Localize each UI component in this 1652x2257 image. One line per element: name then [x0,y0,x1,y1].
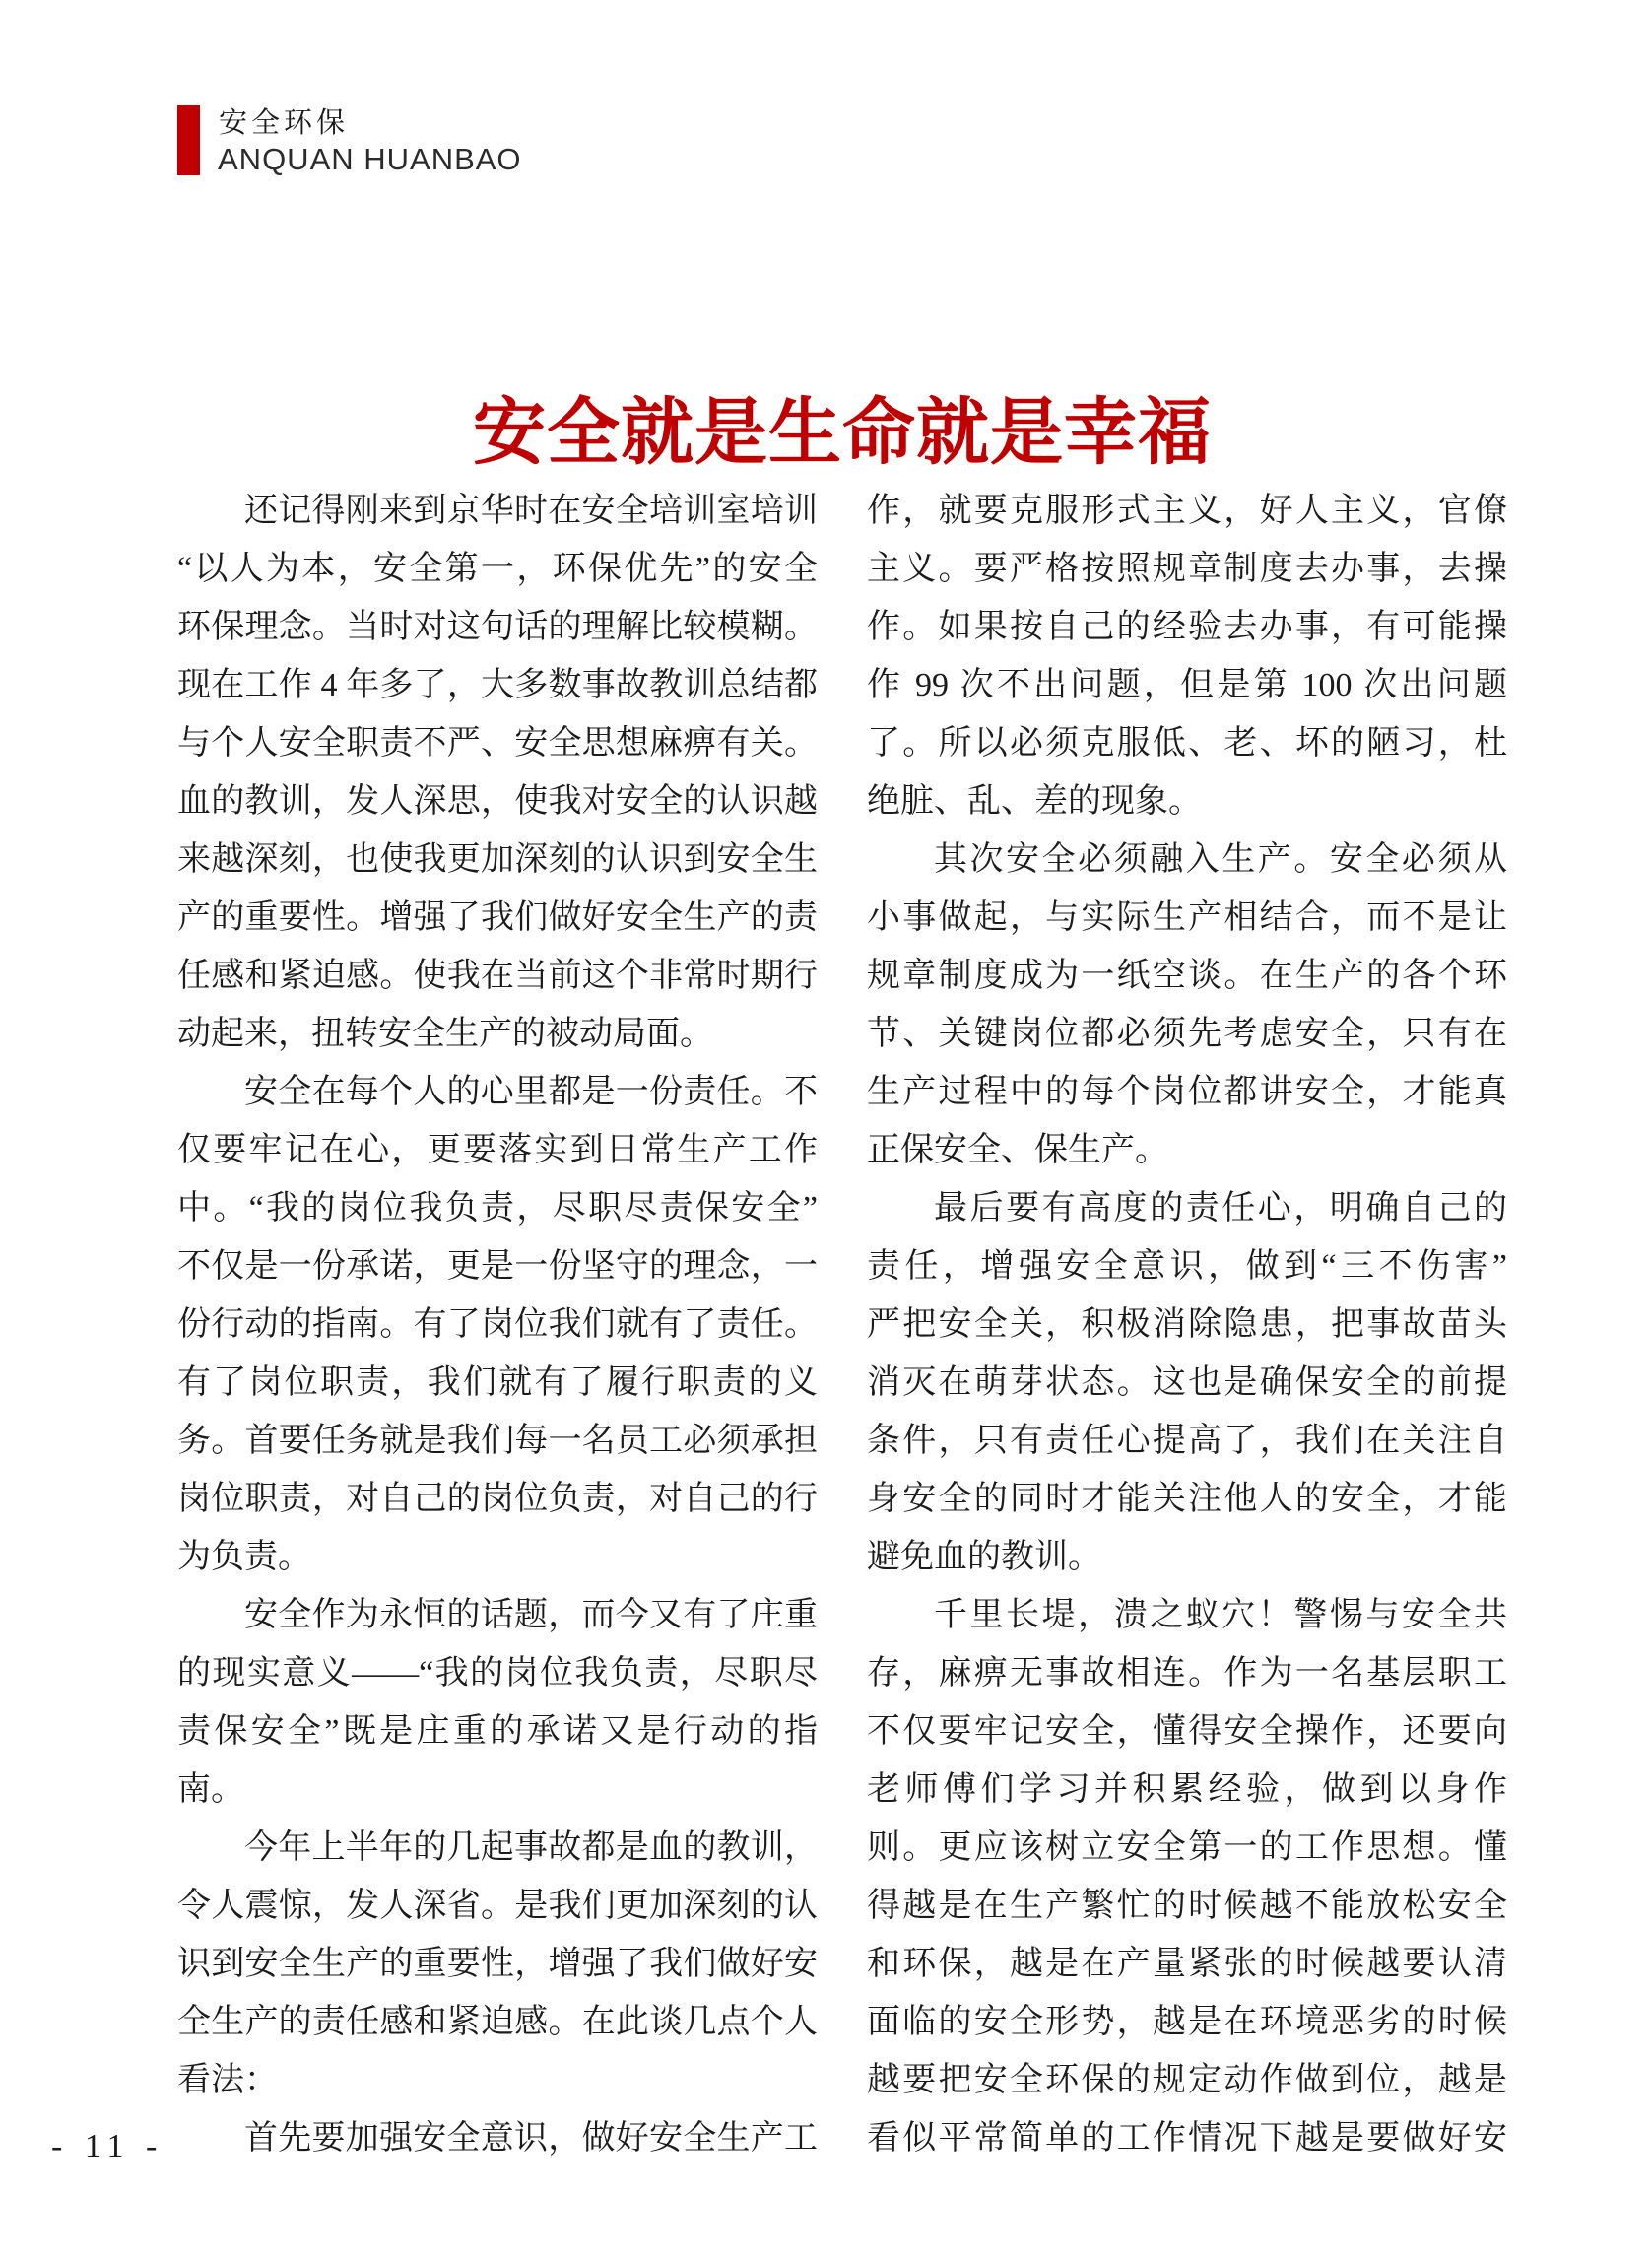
text-line: 严把安全关，积极消除隐患，把事故苗头 [867,1306,1507,1343]
text-line: 看似平常简单的工作情况下越是要做好安 [867,2120,1507,2157]
left-column [177,482,818,2167]
text-line: 了。所以必须克服低、老、坏的陋习，杜 [867,725,1507,762]
article-body [177,482,1507,2167]
text-line: 看法： [177,2062,278,2098]
text-line: 作。如果按自己的经验去办事，有可能操 [867,609,1507,645]
section-title-cn: 安全环保 [219,107,350,139]
text-line: 身安全的同时才能关注他人的安全，才能 [867,1481,1507,1517]
text-line: 有了岗位职责，我们就有了履行职责的义 [177,1364,818,1401]
text-line: 得越是在生产繁忙的时候越不能放松安全 [867,1888,1507,1924]
text-line: 全生产的责任感和紧迫感。在此谈几点个人 [177,2004,818,2040]
text-line: 令人震惊，发人深省。是我们更加深刻的认 [177,1888,818,1924]
text-line: 消灭在萌芽状态。这也是确保安全的前提 [867,1364,1507,1401]
text-line: 仅要牢记在心，更要落实到日常生产工作 [177,1132,818,1168]
text-line: 首先要加强安全意识，做好安全生产工 [244,2120,818,2157]
right-column [867,482,1507,2167]
text-line: 份行动的指南。有了岗位我们就有了责任。 [177,1306,818,1343]
text-line: 务。首要任务就是我们每一名员工必须承担 [177,1423,818,1459]
text-line: 小事做起，与实际生产相结合，而不是让 [867,899,1507,936]
text-line: 中。“我的岗位我负责，尽职尽责保安全” [177,1190,818,1227]
text-line: 责任，增强安全意识，做到“三不伤害” [867,1248,1507,1285]
text-line: “以人为本，安全第一，环保优先”的安全 [177,551,818,587]
text-line: 则。更应该树立安全第一的工作思想。懂 [867,1829,1507,1866]
text-line: 与个人安全职责不严、安全思想麻痹有关。 [177,725,818,762]
text-line: 安全在每个人的心里都是一份责任。不 [244,1074,818,1110]
text-line: 安全作为永恒的话题，而今又有了庄重 [244,1597,818,1633]
text-line: 节、关键岗位都必须先考虑安全，只有在 [867,1016,1507,1052]
text-line: 环保理念。当时对这句话的理解比较模糊。 [177,609,818,645]
text-line: 来越深刻，也使我更加深刻的认识到安全生 [177,841,818,878]
text-line: 现在工作 4 年多了，大多数事故教训总结都 [177,667,818,703]
text-line: 任感和紧迫感。使我在当前这个非常时期行 [177,958,818,994]
text-line: 今年上半年的几起事故都是血的教训， [244,1829,818,1866]
text-line: 其次安全必须融入生产。安全必须从 [934,841,1507,878]
text-line: 避免血的教训。 [867,1539,1101,1575]
text-line: 的现实意义——“我的岗位我负责，尽职尽 [177,1655,818,1692]
section-title-en: ANQUAN HUANBAO [218,142,522,176]
text-line: 最后要有高度的责任心，明确自己的 [934,1190,1507,1227]
text-line: 千里长堤，溃之蚁穴！警惕与安全共 [934,1597,1507,1633]
text-line: 越要把安全环保的规定动作做到位，越是 [867,2062,1507,2098]
text-line: 产的重要性。增强了我们做好安全生产的责 [177,899,818,936]
text-line: 南。 [177,1771,244,1808]
text-line: 为负责。 [177,1539,311,1575]
text-line: 岗位职责，对自己的岗位负责，对自己的行 [177,1481,818,1517]
text-line: 主义。要严格按照规章制度去办事，去操 [867,551,1507,587]
text-line: 责保安全”既是庄重的承诺又是行动的指 [177,1713,818,1750]
text-line: 绝脏、乱、差的现象。 [867,783,1202,820]
text-line: 存，麻痹无事故相连。作为一名基层职工 [867,1655,1507,1692]
text-line: 生产过程中的每个岗位都讲安全，才能真 [867,1074,1507,1110]
text-line: 和环保，越是在产量紧张的时候越要认清 [867,1946,1507,1982]
page-number: - 11 - [51,2128,165,2164]
text-line: 规章制度成为一纸空谈。在生产的各个环 [867,958,1507,994]
article-title: 安全就是生命就是幸福 [473,390,1212,473]
text-line: 条件，只有责任心提高了，我们在关注自 [867,1423,1507,1459]
text-line: 识到安全生产的重要性，增强了我们做好安 [177,1946,818,1982]
text-line: 不仅是一份承诺，更是一份坚守的理念，一 [177,1248,818,1285]
text-line: 作 99 次不出问题，但是第 100 次出问题 [867,667,1507,703]
text-line: 不仅要牢记安全，懂得安全操作，还要向 [867,1713,1507,1750]
header-accent-bar [177,105,200,175]
text-line: 还记得刚来到京华时在安全培训室培训 [244,493,818,529]
text-line: 面临的安全形势，越是在环境恶劣的时候 [867,2004,1507,2040]
text-line: 作，就要克服形式主义，好人主义，官僚 [867,493,1507,529]
text-line: 动起来，扭转安全生产的被动局面。 [177,1016,713,1052]
text-line: 正保安全、保生产。 [867,1132,1168,1168]
text-line: 血的教训，发人深思，使我对安全的认识越 [177,783,818,820]
text-line: 老师傅们学习并积累经验，做到以身作 [867,1771,1507,1808]
